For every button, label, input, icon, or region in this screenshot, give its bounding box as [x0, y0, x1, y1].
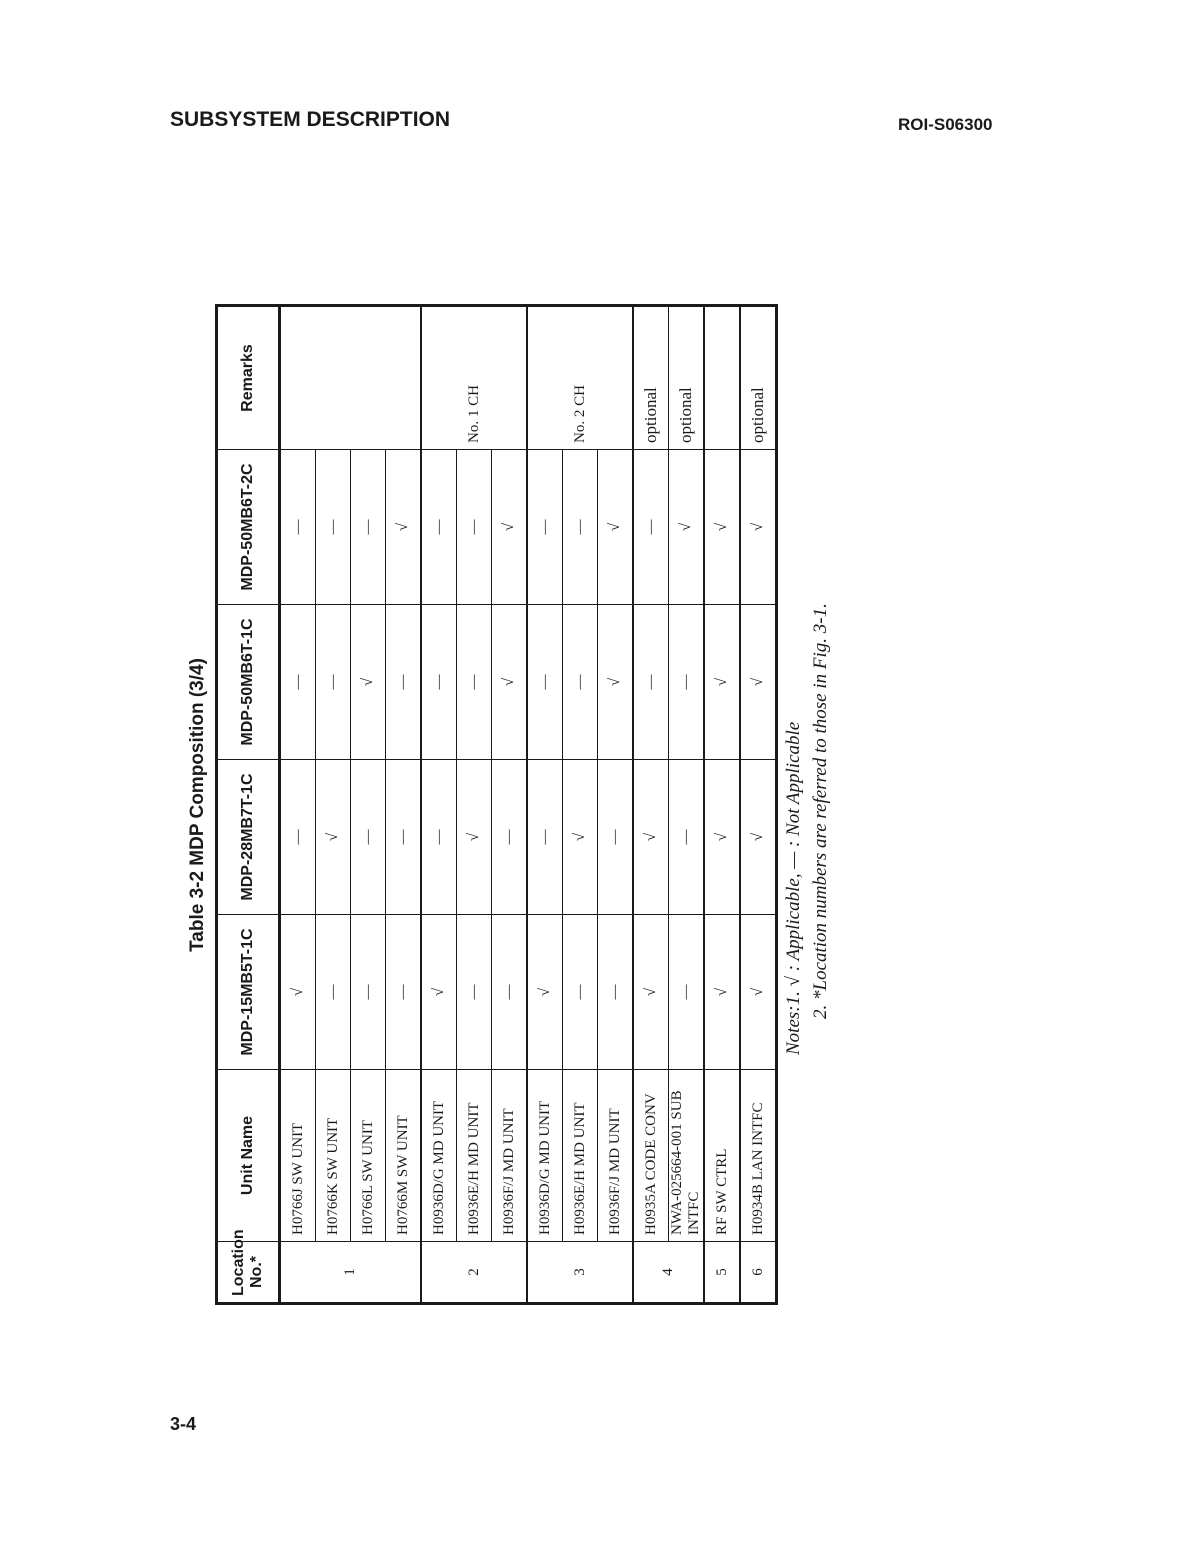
location-cell: 2 — [421, 1242, 527, 1304]
applicability-cell: — — [386, 760, 422, 915]
table-row — [316, 306, 351, 1304]
unit-name-cell: H0936F/J MD UNIT — [598, 1070, 634, 1242]
applicability-cell: — — [598, 915, 634, 1070]
applicability-cell: — — [421, 605, 457, 760]
rotated-table-block — [180, 305, 900, 1305]
applicability-cell: — — [351, 450, 386, 605]
remarks-cell: optional — [740, 306, 777, 450]
location-cell: 3 — [527, 1242, 633, 1304]
location-cell: 6 — [740, 1242, 777, 1304]
applicability-cell: — — [457, 605, 492, 760]
location-cell: 4 — [633, 1242, 704, 1304]
applicability-cell: — — [351, 760, 386, 915]
table-body — [280, 306, 777, 1304]
applicability-cell: √ — [351, 605, 386, 760]
header-unit-name: Unit Name — [217, 1070, 280, 1242]
remarks-cell: No. 2 CH — [527, 306, 633, 450]
applicability-cell: √ — [527, 915, 563, 1070]
applicability-cell: √ — [704, 915, 740, 1070]
applicability-cell: √ — [633, 915, 669, 1070]
applicability-cell: — — [669, 605, 705, 760]
applicability-cell: — — [563, 915, 598, 1070]
note-2: 2. *Location numbers are referred to those in Fig. 3-1. — [810, 603, 831, 1019]
header-mdp-15mb5t-1c: MDP-15MB5T-1C — [217, 915, 280, 1070]
applicability-cell: — — [457, 915, 492, 1070]
applicability-cell: — — [386, 605, 422, 760]
table-row — [351, 306, 386, 1304]
table-row — [704, 306, 740, 1304]
table-row — [563, 306, 598, 1304]
applicability-cell: — — [527, 450, 563, 605]
header-mdp-50mb6t-1c: MDP-50MB6T-1C — [217, 605, 280, 760]
applicability-cell: √ — [740, 605, 777, 760]
unit-name-cell: H0936E/H MD UNIT — [563, 1070, 598, 1242]
applicability-cell: — — [633, 605, 669, 760]
applicability-cell: √ — [633, 760, 669, 915]
applicability-cell: — — [280, 760, 316, 915]
table-row — [386, 306, 422, 1304]
unit-name-cell: H0936D/G MD UNIT — [421, 1070, 457, 1242]
table-row — [633, 306, 669, 1304]
location-cell: 1 — [280, 1242, 422, 1304]
header-mdp-28mb7t-1c: MDP-28MB7T-1C — [217, 760, 280, 915]
header-mdp-50mb6t-2c: MDP-50MB6T-2C — [217, 450, 280, 605]
applicability-cell: √ — [457, 760, 492, 915]
applicability-cell: √ — [740, 760, 777, 915]
mdp-composition-table — [215, 304, 778, 1305]
remarks-cell: optional — [633, 306, 669, 450]
applicability-cell: — — [598, 760, 634, 915]
unit-name-cell: H0766K SW UNIT — [316, 1070, 351, 1242]
applicability-cell: — — [669, 915, 705, 1070]
applicability-cell: — — [527, 605, 563, 760]
applicability-cell: — — [280, 450, 316, 605]
header-location: Location No.* — [217, 1242, 280, 1304]
applicability-cell: — — [563, 450, 598, 605]
applicability-cell: √ — [421, 915, 457, 1070]
unit-name-cell: H0766L SW UNIT — [351, 1070, 386, 1242]
applicability-cell: — — [669, 760, 705, 915]
applicability-cell: — — [280, 605, 316, 760]
table-caption: Table 3-2 MDP Composition (3/4) — [187, 658, 208, 952]
unit-name-cell: H0936F/J MD UNIT — [492, 1070, 528, 1242]
table-row — [527, 306, 563, 1304]
table-row — [598, 306, 634, 1304]
applicability-cell: √ — [704, 760, 740, 915]
applicability-cell: √ — [704, 605, 740, 760]
applicability-cell: √ — [492, 605, 528, 760]
unit-name-cell: H0936E/H MD UNIT — [457, 1070, 492, 1242]
applicability-cell: — — [633, 450, 669, 605]
applicability-cell: √ — [598, 605, 634, 760]
applicability-cell: — — [492, 915, 528, 1070]
applicability-cell: — — [492, 760, 528, 915]
unit-name-cell: RF SW CTRL — [704, 1070, 740, 1242]
applicability-cell: √ — [740, 450, 777, 605]
applicability-cell: √ — [386, 450, 422, 605]
unit-name-cell: H0766J SW UNIT — [280, 1070, 316, 1242]
applicability-cell: — — [386, 915, 422, 1070]
applicability-cell: — — [457, 450, 492, 605]
unit-name-cell: NWA-025664-001 SUB INTFC — [669, 1070, 705, 1242]
page-number: 3-4 — [170, 1414, 197, 1434]
applicability-cell: √ — [492, 450, 528, 605]
applicability-cell: — — [527, 760, 563, 915]
applicability-cell: — — [563, 605, 598, 760]
document-id: ROI-S06300 — [898, 115, 993, 134]
note-1: Notes:1. √ : Applicable, — : Not Applicable — [783, 721, 804, 1055]
applicability-cell: √ — [316, 760, 351, 915]
remarks-cell — [704, 306, 740, 450]
remarks-cell: No. 1 CH — [421, 306, 527, 450]
applicability-cell: — — [421, 760, 457, 915]
table-notes — [780, 315, 834, 1055]
unit-name-cell: H0935A CODE CONV — [633, 1070, 669, 1242]
applicability-cell: — — [316, 605, 351, 760]
unit-name-cell: H0934B LAN INTFC — [740, 1070, 777, 1242]
table-row — [669, 306, 705, 1304]
remarks-cell: optional — [669, 306, 705, 450]
unit-name-cell: H0936D/G MD UNIT — [527, 1070, 563, 1242]
applicability-cell: √ — [740, 915, 777, 1070]
table-header-row — [217, 306, 280, 1304]
applicability-cell: — — [351, 915, 386, 1070]
applicability-cell: √ — [598, 450, 634, 605]
applicability-cell: — — [316, 915, 351, 1070]
applicability-cell: √ — [669, 450, 705, 605]
table-row — [280, 306, 316, 1304]
table-row — [457, 306, 492, 1304]
remarks-cell — [280, 306, 422, 450]
applicability-cell: √ — [280, 915, 316, 1070]
table-row — [421, 306, 457, 1304]
applicability-cell: — — [421, 450, 457, 605]
applicability-cell: √ — [704, 450, 740, 605]
location-cell: 5 — [704, 1242, 740, 1304]
section-title: SUBSYSTEM DESCRIPTION — [170, 108, 451, 131]
applicability-cell: — — [316, 450, 351, 605]
table-row — [740, 306, 777, 1304]
header-remarks: Remarks — [217, 306, 280, 450]
table-row — [492, 306, 528, 1304]
applicability-cell: √ — [563, 760, 598, 915]
unit-name-cell: H0766M SW UNIT — [386, 1070, 422, 1242]
